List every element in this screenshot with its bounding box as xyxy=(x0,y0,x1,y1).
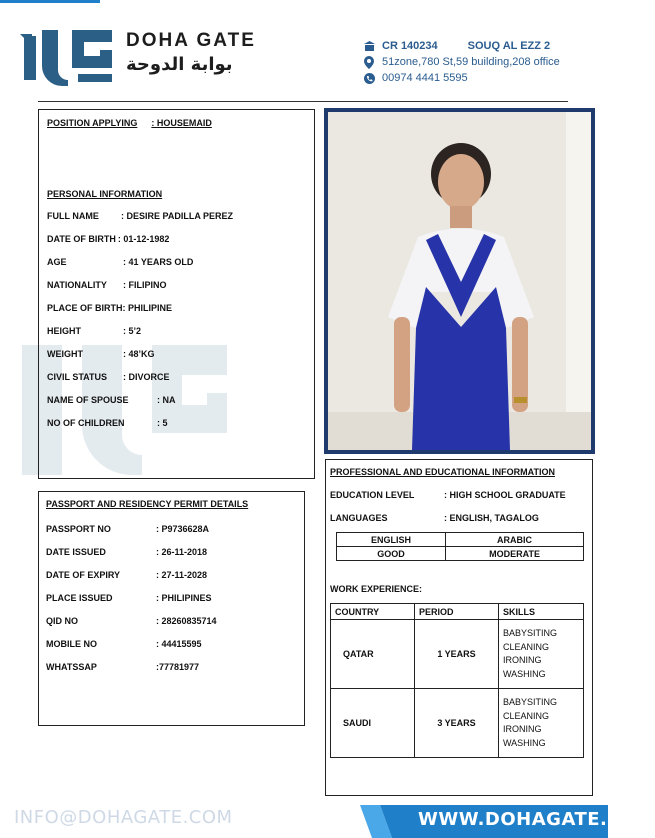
country-header: COUNTRY xyxy=(331,604,415,620)
souq-name: SOUQ AL EZZ 2 xyxy=(467,40,551,52)
date-of-expiry-label: DATE OF EXPIRY xyxy=(46,569,121,580)
work-country: SAUDI xyxy=(331,689,415,758)
full-name-label: FULL NAME xyxy=(47,210,99,221)
position-applying-label: POSITION APPLYING xyxy=(47,118,138,128)
location-pin-icon xyxy=(362,56,376,69)
children-value: : 5 xyxy=(157,417,168,428)
header-divider xyxy=(38,101,568,102)
age-label: AGE xyxy=(47,256,67,267)
personal-row xyxy=(47,250,306,273)
languages-row xyxy=(330,506,588,529)
building-icon xyxy=(362,41,376,52)
height-label: HEIGHT xyxy=(47,325,82,336)
personal-info-box xyxy=(38,109,315,479)
age-value: : 41 YEARS OLD xyxy=(123,256,194,267)
brand-name-english: DOHA GATE xyxy=(126,30,256,51)
passport-row xyxy=(46,632,297,655)
mobile-no-value: : 44415595 xyxy=(156,638,202,649)
top-accent-bar xyxy=(0,0,100,3)
weight-label: WEIGHT xyxy=(47,348,83,359)
company-phone: 00974 4441 5595 xyxy=(382,72,468,84)
personal-info-title: PERSONAL INFORMATION xyxy=(47,189,163,199)
professional-info-box xyxy=(325,459,593,796)
work-experience-table xyxy=(330,603,584,758)
weight-value: : 48’KG xyxy=(123,348,155,359)
mobile-no-label: MOBILE NO xyxy=(46,638,97,649)
table-row xyxy=(331,689,584,758)
nationality-label: NATIONALITY xyxy=(47,279,107,290)
date-of-expiry-value: : 27-11-2028 xyxy=(156,569,208,580)
company-address: 51zone,780 St,59 building,208 office xyxy=(382,56,560,68)
table-row xyxy=(331,604,584,620)
work-skills xyxy=(499,689,584,758)
skill-item: WASHING xyxy=(503,737,546,748)
passport-row xyxy=(46,655,297,678)
skill-item: BABYSITING xyxy=(503,628,558,638)
skill-item: IRONING xyxy=(503,724,542,734)
place-issued-value: : PHILIPINES xyxy=(156,592,212,603)
passport-details-box xyxy=(38,491,305,726)
place-issued-label: PLACE ISSUED xyxy=(46,592,113,603)
candidate-photo xyxy=(324,108,595,454)
personal-row xyxy=(47,365,306,388)
lang-arabic-level: MODERATE xyxy=(446,547,584,561)
work-period: 1 YEARS xyxy=(415,620,499,689)
work-experience-title: WORK EXPERIENCE: xyxy=(330,584,423,594)
personal-row xyxy=(47,273,306,296)
children-label: NO OF CHILDREN xyxy=(47,417,125,428)
doha-gate-logo-icon xyxy=(18,26,116,86)
lang-arabic-header: ARABIC xyxy=(446,533,584,547)
education-row xyxy=(330,483,588,506)
place-of-birth-value: : PHILIPINE xyxy=(122,302,173,313)
position-applying-value: : HOUSEMAID xyxy=(151,118,212,128)
height-value: : 5’2 xyxy=(123,325,142,336)
skill-item: CLEANING xyxy=(503,710,550,721)
date-issued-value: : 26-11-2018 xyxy=(156,546,208,557)
period-header: PERIOD xyxy=(415,604,499,620)
phone-icon xyxy=(362,73,376,84)
qid-no-label: QID NO xyxy=(46,615,79,626)
passport-title: PASSPORT AND RESIDENCY PERMIT DETAILS xyxy=(46,499,249,509)
civil-status-label: CIVIL STATUS xyxy=(47,371,108,382)
dob-label: DATE OF BIRTH xyxy=(47,233,116,244)
footer-email-link[interactable]: INFO@DOHAGATE.COM xyxy=(14,807,233,828)
qid-no-value: : 28260835714 xyxy=(156,615,217,626)
skills-header: SKILLS xyxy=(499,604,584,620)
skill-item: BABYSITING xyxy=(503,697,558,707)
place-of-birth-label: PLACE OF BIRTH xyxy=(47,302,123,313)
passport-row xyxy=(46,586,297,609)
passport-row xyxy=(46,563,297,586)
personal-row xyxy=(47,411,306,434)
personal-row xyxy=(47,227,306,250)
language-skills-table xyxy=(336,532,584,561)
languages-value: : ENGLISH, TAGALOG xyxy=(444,512,539,523)
passport-no-label: PASSPORT NO xyxy=(46,523,111,534)
work-period: 3 YEARS xyxy=(415,689,499,758)
lang-english-level: GOOD xyxy=(337,547,446,561)
lang-english-header: ENGLISH xyxy=(337,533,446,547)
skill-item: WASHING xyxy=(503,668,546,679)
date-issued-label: DATE ISSUED xyxy=(46,546,106,557)
full-name-value: : DESIRE PADILLA PEREZ xyxy=(121,210,234,221)
dob-value: : 01-12-1982 xyxy=(117,233,170,244)
work-skills xyxy=(499,620,584,689)
spouse-name-value: : NA xyxy=(157,394,176,405)
nationality-value: : FILIPINO xyxy=(123,279,167,290)
personal-row xyxy=(47,204,306,227)
work-country: QATAR xyxy=(331,620,415,689)
personal-row xyxy=(47,388,306,411)
brand-name xyxy=(126,30,256,75)
candidate-photo-image xyxy=(328,112,591,450)
education-level-label: EDUCATION LEVEL xyxy=(330,489,415,500)
table-row xyxy=(337,533,584,547)
skill-item: IRONING xyxy=(503,655,542,665)
brand-name-arabic: بوابة الدوحة xyxy=(126,54,233,75)
cr-number: CR 140234 xyxy=(382,40,438,52)
footer-website-link[interactable]: WWW.DOHAGATE.COM xyxy=(418,809,655,830)
whatsapp-label: WHATSSAP xyxy=(46,661,97,672)
education-level-value: : HIGH SCHOOL GRADUATE xyxy=(444,489,566,500)
personal-row xyxy=(47,296,306,319)
company-contact-info xyxy=(362,38,560,86)
passport-no-value: : P9736628A xyxy=(156,523,210,534)
passport-row xyxy=(46,609,297,632)
table-row xyxy=(331,620,584,689)
skill-item: CLEANING xyxy=(503,641,550,652)
spouse-name-label: NAME OF SPOUSE xyxy=(47,394,129,405)
position-applying-row xyxy=(47,116,306,130)
passport-row xyxy=(46,517,297,540)
professional-title: PROFESSIONAL AND EDUCATIONAL INFORMATION xyxy=(330,467,555,477)
whatsapp-value: :77781977 xyxy=(156,661,200,672)
passport-row xyxy=(46,540,297,563)
personal-row xyxy=(47,342,306,365)
personal-row xyxy=(47,319,306,342)
table-row xyxy=(337,547,584,561)
civil-status-value: : DIVORCE xyxy=(123,371,170,382)
languages-label: LANGUAGES xyxy=(330,512,388,523)
